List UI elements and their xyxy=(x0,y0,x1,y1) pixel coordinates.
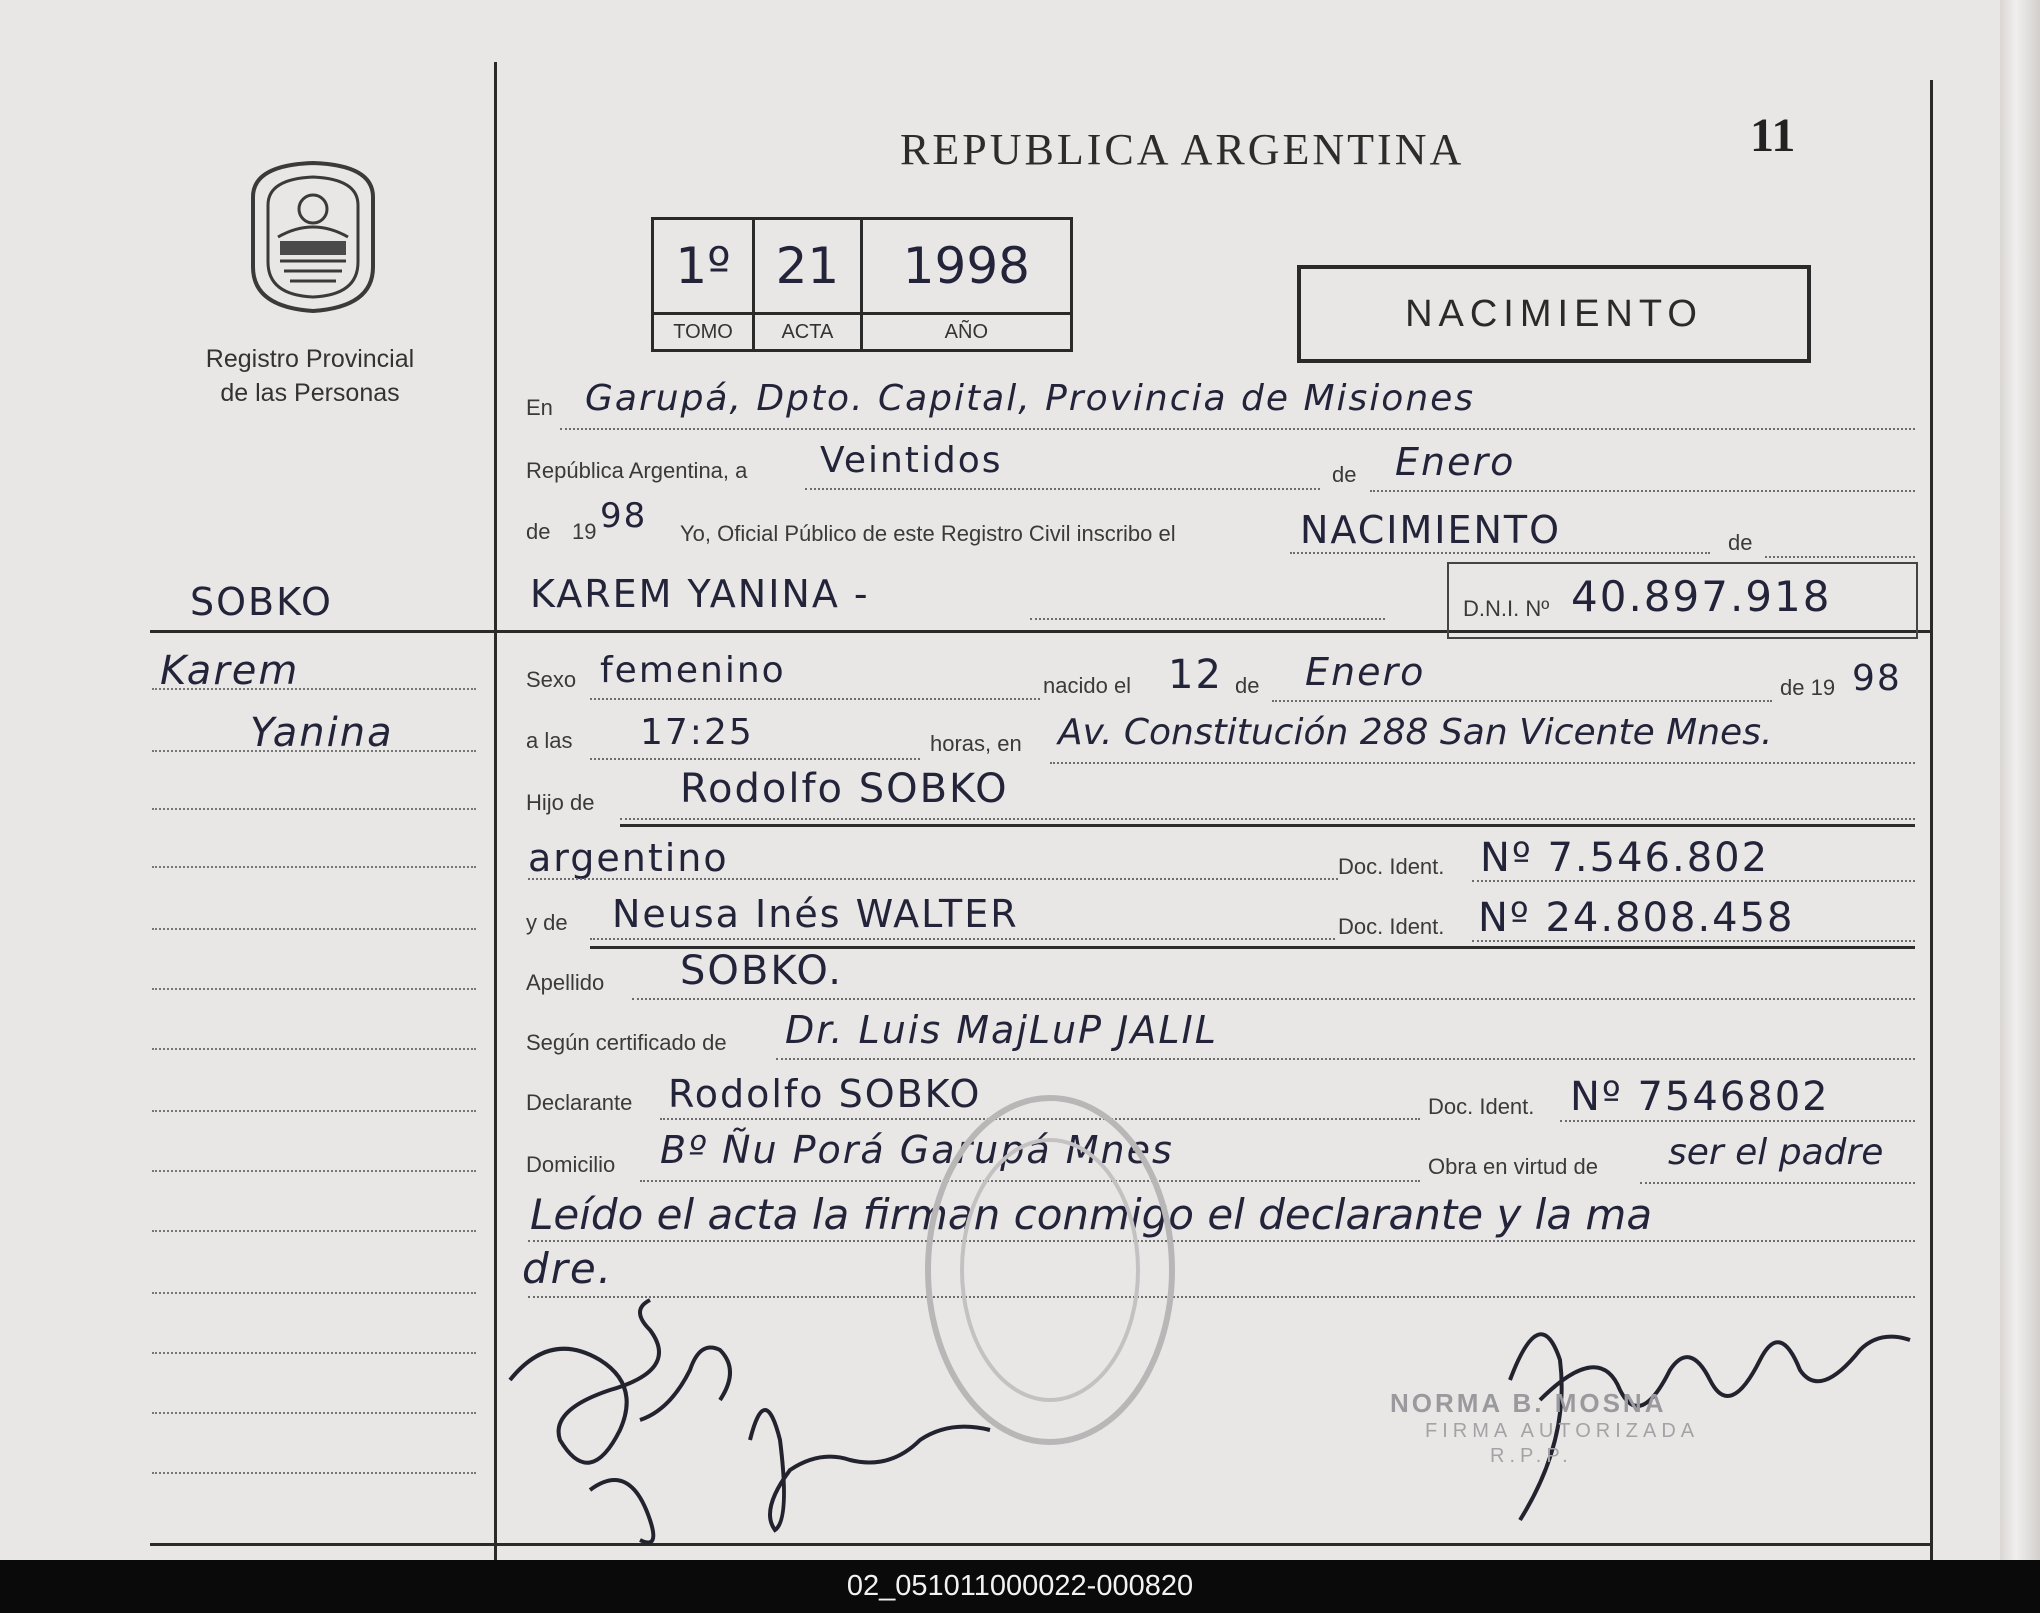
declarante-handwritten: Rodolfo SOBKO xyxy=(668,1072,982,1116)
ano-label: AÑO xyxy=(861,314,1071,351)
apellido-handwritten: SOBKO. xyxy=(680,948,843,994)
page-number: 11 xyxy=(1750,109,1796,162)
act-type-line xyxy=(1290,552,1710,554)
margin-surname: SOBKO xyxy=(190,580,333,624)
record-reference-table xyxy=(651,217,1073,352)
tomo-label: TOMO xyxy=(653,314,754,351)
republica-label: República Argentina, a xyxy=(526,458,748,483)
margin-ruled-line xyxy=(152,1412,476,1414)
certificado-line xyxy=(776,1058,1915,1060)
margin-ruled-line xyxy=(152,866,476,868)
birth-month-line xyxy=(1272,700,1772,702)
declarante-doc-line xyxy=(1560,1120,1915,1122)
declarante-doc-handwritten: Nº 7546802 xyxy=(1570,1074,1830,1120)
closing-line-2-handwritten: dre. xyxy=(522,1244,614,1293)
a-las-label: a las xyxy=(526,728,573,753)
domicilio-label: Domicilio xyxy=(526,1152,616,1177)
birth-year-handwritten: 98 xyxy=(1852,658,1902,699)
page-edge xyxy=(2000,0,2040,1560)
dni-box xyxy=(1447,562,1918,639)
birth-place-line xyxy=(1050,762,1915,764)
margin-ruled-line xyxy=(152,988,476,990)
declarant-signature-icon xyxy=(490,1290,1050,1560)
day-line xyxy=(805,488,1320,490)
place-handwritten: Garupá, Dpto. Capital, Provincia de Misiones xyxy=(585,378,1476,419)
sexo-label: Sexo xyxy=(526,667,577,692)
year-suffix-handwritten: 98 xyxy=(600,496,648,536)
full-name-handwritten: KAREM YANINA - xyxy=(530,572,870,616)
father-underline xyxy=(620,824,1915,827)
mother-handwritten: Neusa Inés WALTER xyxy=(612,892,1019,936)
official-title-stamp: FIRMA AUTORIZADA xyxy=(1425,1420,1700,1442)
month-handwritten: Enero xyxy=(1395,440,1516,484)
day-words-handwritten: Veintidos xyxy=(820,440,1003,481)
margin-ruled-line xyxy=(152,1170,476,1172)
right-border xyxy=(1930,80,1933,1560)
father-handwritten: Rodolfo SOBKO xyxy=(680,766,1009,812)
margin-ruled-line xyxy=(152,808,476,810)
tomo-value: 1º xyxy=(653,219,754,314)
margin-middle-name: Yanina xyxy=(250,710,394,756)
margin-ruled-line xyxy=(152,1230,476,1232)
de-year2-label: de 19 xyxy=(1780,675,1836,700)
margin-ruled-line xyxy=(152,688,476,690)
obra-handwritten: ser el padre xyxy=(1668,1132,1884,1173)
domicilio-handwritten: Bº Ñu Porá Garupá Mnes xyxy=(660,1128,1174,1172)
closing-line-1-handwritten: Leído el acta la firman conmigo el declarante y la ma xyxy=(530,1190,1653,1239)
y-de-label: y de xyxy=(526,910,568,935)
document-id-footer: 02_051011000022-000820 xyxy=(0,1560,2040,1613)
obra-en-virtud-label: Obra en virtud de xyxy=(1428,1154,1598,1179)
margin-ruled-line xyxy=(152,1472,476,1474)
official-name-stamp: NORMA B. MOSNA xyxy=(1390,1388,1667,1418)
father-line xyxy=(620,818,1915,820)
mother-doc-handwritten: Nº 24.808.458 xyxy=(1478,895,1795,941)
obra-line xyxy=(1640,1182,1915,1184)
certificado-handwritten: Dr. Luis MajLuP JALIL xyxy=(785,1008,1218,1052)
birth-day-handwritten: 12 xyxy=(1168,652,1223,698)
de2-line xyxy=(1765,556,1915,558)
de2-label: de xyxy=(1728,530,1753,555)
de-month-label: de xyxy=(1235,673,1260,698)
registry-line-1: Registro Provincial xyxy=(205,345,415,373)
margin-ruled-line xyxy=(152,750,476,752)
apellido-label: Apellido xyxy=(526,970,605,995)
birth-month-handwritten: Enero xyxy=(1305,650,1426,694)
father-doc-handwritten: Nº 7.546.802 xyxy=(1480,835,1770,881)
yo-oficial-label: Yo, Oficial Público de este Registro Civil inscribo el xyxy=(680,521,1176,546)
margin-ruled-line xyxy=(152,1110,476,1112)
de-year-label: de xyxy=(526,519,551,544)
apellido-line xyxy=(632,998,1915,1000)
time-line xyxy=(590,758,920,760)
declarante-label: Declarante xyxy=(526,1090,633,1115)
doc-ident1-label: Doc. Ident. xyxy=(1338,854,1445,879)
closing-line-1 xyxy=(528,1240,1915,1242)
nacido-el-label: nacido el xyxy=(1043,673,1132,698)
doc-ident2-label: Doc. Ident. xyxy=(1338,914,1445,939)
father-nationality-handwritten: argentino xyxy=(528,836,729,880)
en-line xyxy=(560,428,1915,430)
dni-handwritten: 40.897.918 xyxy=(1571,572,1832,621)
nationality-line xyxy=(528,878,1338,880)
act-type-handwritten: NACIMIENTO xyxy=(1300,508,1562,552)
hijo-de-label: Hijo de xyxy=(526,790,595,815)
full-name-line xyxy=(1030,618,1385,620)
acta-value: 21 xyxy=(754,219,862,314)
de-label: de xyxy=(1332,462,1357,487)
time-handwritten: 17:25 xyxy=(640,712,754,753)
sexo-line xyxy=(590,698,1040,700)
year-prefix-label: 19 xyxy=(572,519,597,544)
mother-line xyxy=(590,938,1335,940)
margin-ruled-line xyxy=(152,928,476,930)
sexo-handwritten: femenino xyxy=(600,650,786,691)
record-type-box: NACIMIENTO xyxy=(1297,265,1811,363)
page-title: REPUBLICA ARGENTINA xyxy=(900,125,1465,174)
margin-ruled-line xyxy=(152,1352,476,1354)
margin-ruled-line xyxy=(152,1292,476,1294)
month-line xyxy=(1370,490,1915,492)
segun-certificado-label: Según certificado de xyxy=(526,1030,727,1055)
dni-label: D.N.I. Nº xyxy=(1463,596,1550,621)
acta-label: ACTA xyxy=(754,314,862,351)
margin-first-name: Karem xyxy=(160,648,300,694)
provincia-de-misiones-seal-icon xyxy=(238,157,388,315)
en-label: En xyxy=(526,395,553,420)
ano-value: 1998 xyxy=(861,219,1071,314)
official-org-stamp: R.P.P. xyxy=(1490,1445,1573,1467)
registry-line-2: de las Personas xyxy=(220,379,400,407)
registry-name xyxy=(180,342,440,410)
birth-place-handwritten: Av. Constitución 288 San Vicente Mnes. xyxy=(1058,712,1773,753)
margin-ruled-line xyxy=(152,1048,476,1050)
horas-en-label: horas, en xyxy=(930,731,1022,756)
doc-ident3-label: Doc. Ident. xyxy=(1428,1094,1535,1119)
